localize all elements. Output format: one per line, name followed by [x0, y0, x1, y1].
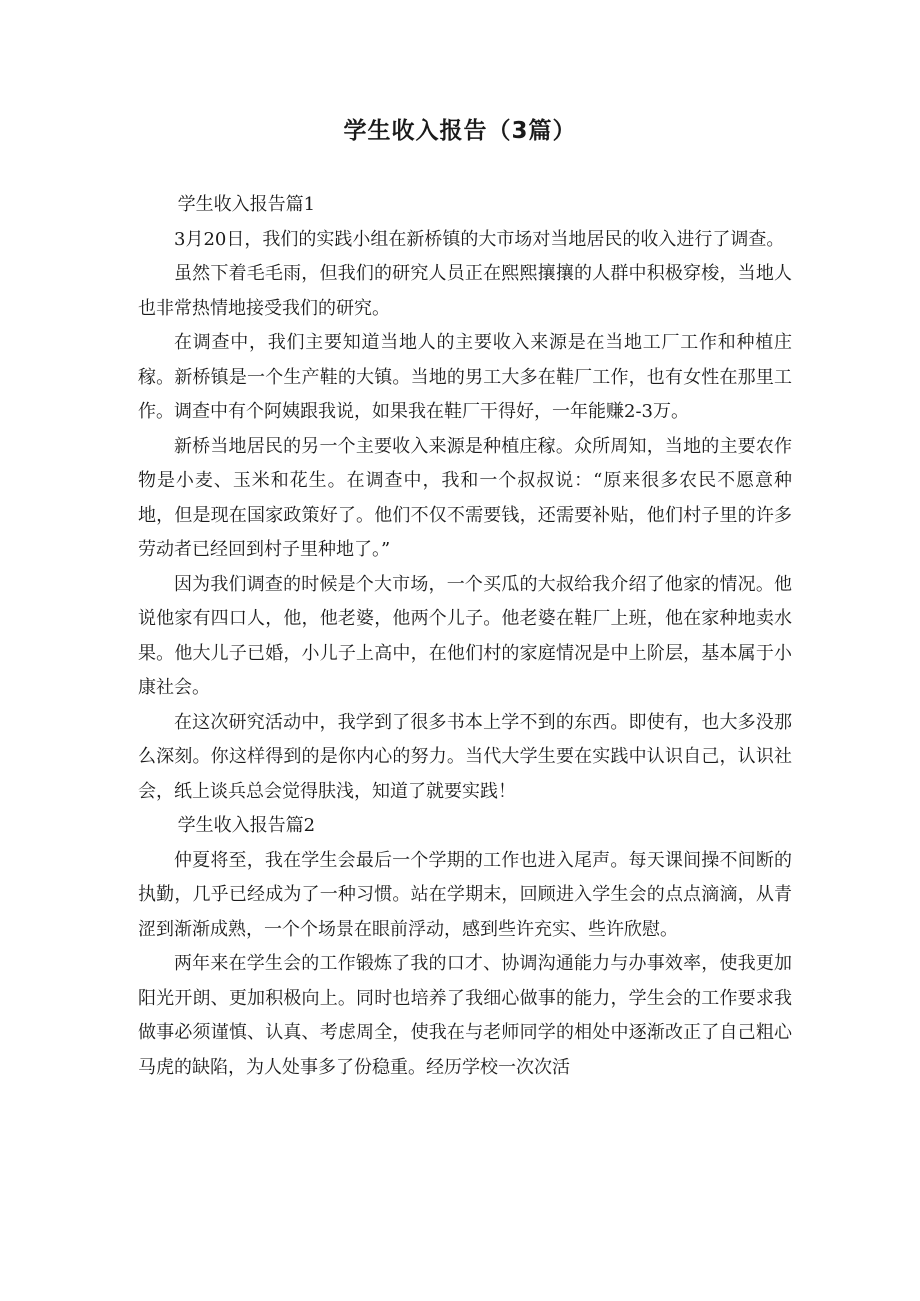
- paragraph: 两年来在学生会的工作锻炼了我的口才、协调沟通能力与办事效率，使我更加阳光开朗、更加积极向上。同时也培养了我细心做事的能力，学生会的工作要求我做事必须谨慎、认真、考虑周全，使我在与老师同学的相处中逐渐改正了自己粗心马虎的缺陷，为人处事多了份稳重。经历学校一次次活: [138, 953, 792, 1078]
- section-heading-2: 学生收入报告篇2: [177, 815, 316, 836]
- paragraph: 在这次研究活动中，我学到了很多书本上学不到的东西。即使有，也大多没那么深刻。你这样得到的是你内心的努力。当代大学生要在实践中认识自己，认识社会，纸上谈兵总会觉得肤浅，知道了就要实践！: [138, 711, 792, 802]
- paragraph: 3月20日，我们的实践小组在新桥镇的大市场对当地居民的收入进行了调查。: [174, 228, 785, 250]
- section-heading-1: 学生收入报告篇1: [177, 194, 316, 215]
- document-title: 学生收入报告（3篇）: [343, 118, 577, 144]
- paragraph: 仲夏将至，我在学生会最后一个学期的工作也进入尾声。每天课间操不间断的执勤，几乎已经成为了一种习惯。站在学期末，回顾进入学生会的点点滴滴，从青涩到渐渐成熟，一个个场景在眼前浮动，感到些许充实、些许欣慰。: [138, 849, 792, 940]
- paragraph: 在调查中，我们主要知道当地人的主要收入来源是在当地工厂工作和种植庄稼。新桥镇是一个生产鞋的大镇。当地的男工大多在鞋厂工作，也有女性在那里工作。调查中有个阿姨跟我说，如果我在鞋厂干得好，一年能赚2-3万。: [138, 332, 792, 422]
- document-body: [138, 188, 792, 1085]
- paragraph: 新桥当地居民的另一个主要收入来源是种植庄稼。众所周知，当地的主要农作物是小麦、玉米和花生。在调查中，我和一个叔叔说：“原来很多农民不愿意种地，但是现在国家政策好了。他们不仅不需要钱，还需要补贴，他们村子里的许多劳动者已经回到村子里种地了。”: [138, 435, 792, 560]
- paragraph: 因为我们调查的时候是个大市场，一个买瓜的大叔给我介绍了他家的情况。他说他家有四口人，他，他老婆，他两个儿子。他老婆在鞋厂上班，他在家种地卖水果。他大儿子已婚，小儿子上高中，在他们村的家庭情况是中上阶层，基本属于小康社会。: [138, 573, 792, 698]
- paragraph: 虽然下着毛毛雨，但我们的研究人员正在熙熙攘攘的人群中积极穿梭，当地人也非常热情地接受我们的研究。: [138, 263, 792, 319]
